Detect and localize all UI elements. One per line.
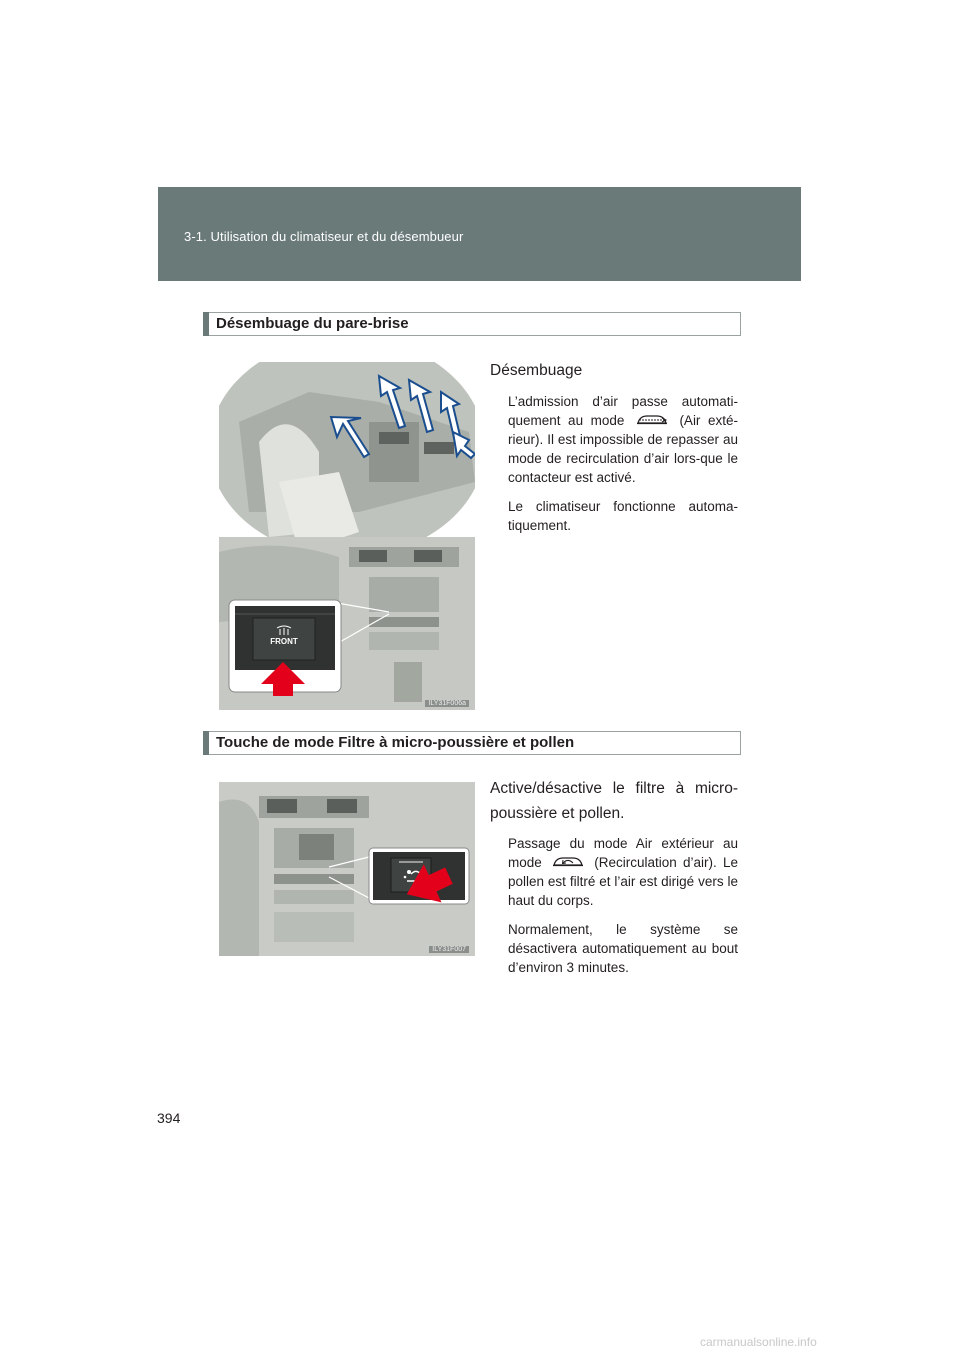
section-title: Désembuage du pare-brise (216, 315, 409, 332)
image-code: ILY31F006a (425, 700, 469, 707)
subheading-defog: Désembuage (490, 362, 583, 379)
watermark: carmanualsonline.info (700, 1335, 817, 1349)
section-title: Touche de mode Filtre à micro-poussière et pollen (216, 734, 575, 751)
chapter-title: 3-1. Utilisation du climatiseur et du désembueur (184, 229, 464, 244)
paragraph-filter-1: Passage du mode Air extérieur au mode (Recirculation d’air). Le pollen est filtré et l’air est dirigé vers le haut du corps. (508, 836, 738, 908)
image-code: ILY31F007 (429, 946, 469, 953)
defog-illustration (219, 362, 475, 710)
paragraph-defog-2: Le climatiseur fonctionne automa-tiquement. (508, 499, 738, 533)
paragraph-defog-1: L’admission d’air passe automati-quement au mode (Air exté-rieur). Il est impossible de repasser au mode de recirculation d’air lors-que le contacteur est activé. (508, 394, 738, 485)
paragraph-filter-2: Normalement, le système se désactivera automatiquement au bout d’environ 3 minutes. (508, 922, 738, 975)
chapter-header (158, 187, 801, 281)
section-title-bar-filter (203, 731, 741, 755)
outside-air-mode-icon (635, 413, 669, 427)
section-title-bar-defog (203, 312, 741, 336)
recirculation-mode-icon (551, 855, 585, 869)
subheading-filter: Active/désactive le filtre à micro-poussière et pollen. (490, 780, 738, 822)
page-number: 394 (157, 1110, 181, 1126)
front-button-label: FRONT (270, 637, 298, 646)
filter-illustration (219, 782, 475, 956)
